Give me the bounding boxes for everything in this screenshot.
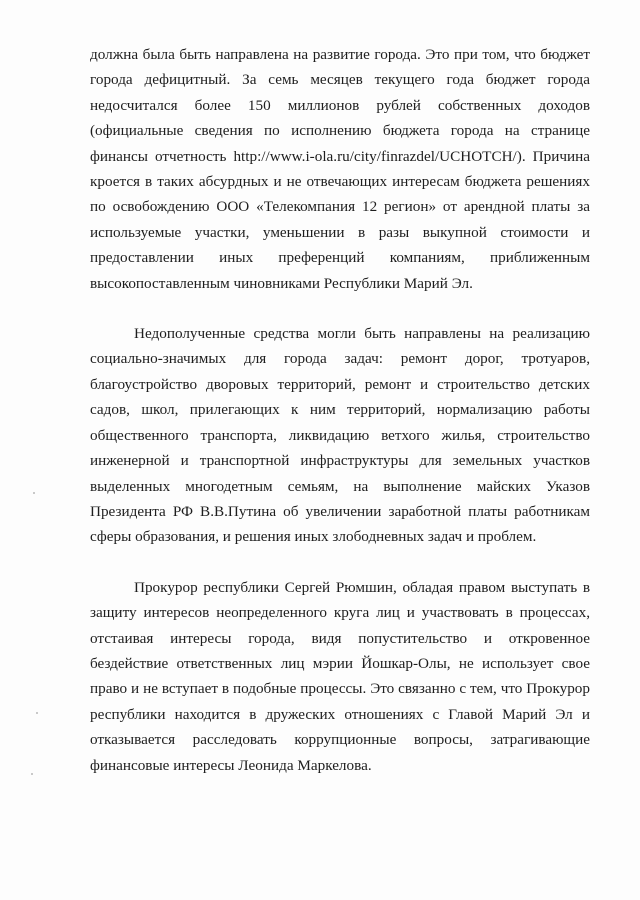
scan-speck (33, 492, 35, 494)
scan-speck (31, 773, 33, 775)
scan-speck (36, 712, 38, 714)
paragraph-prosecutor: Прокурор республики Сергей Рюмшин, обладая правом выступать в защиту интересов неопределенного круга лиц и участвовать в процессах, отстаивая интересы города, видя попустительство и откровенное бездействие ответственных лиц мэрии Йошкар-Олы, не использует свое право и не вступает в подобные процессы. Это связанно с тем, что Прокурор республики находится в дружеских отношениях с Главой Марий Эл и отказывается расследовать коррупционные вопросы, затрагивающие финансовые интересы Леонида Маркелова. (90, 578, 590, 774)
paragraph-lost-funds: Недополученные средства могли быть направлены на реализацию социально-значимых для города задач: ремонт дорог, тротуаров, благоустройство дворовых территорий, ремонт и строительство детских садов, школ, прилегающих к ним территорий, нормализацию работы общественного транспорта, ликвидацию ветхого жилья, строительство инженерной и транспортной инфраструктуры для земельных участков выделенных многодетным семьям, на выполнение майских Указов Президента РФ В.В.Путина об увеличении заработной платы работникам сферы образования, и решения иных злободневных задач и проблем. (90, 325, 590, 546)
paragraph-budget-deficit: должна была быть направлена на развитие города. Это при том, что бюджет города дефицитный. За семь месяцев текущего года бюджет города недосчитался более 150 миллионов рублей собственных доходов (официальные сведения по исполнению бюджета города на странице финансы отчетность http://www.i-ola.ru/city/finrazdel/UCHOTCH/). Причина кроется в таких абсурдных и не отвечающих интересам бюджета решениях по освобождению ООО «Телекомпания 12 регион» от арендной платы за используемые участки, уменьшении в разы выкупной стоимости и предоставлении иных преференций компаниям, приближенным высокопоставленным чиновниками Республики Марий Эл. (90, 46, 590, 292)
document-body (90, 42, 590, 778)
